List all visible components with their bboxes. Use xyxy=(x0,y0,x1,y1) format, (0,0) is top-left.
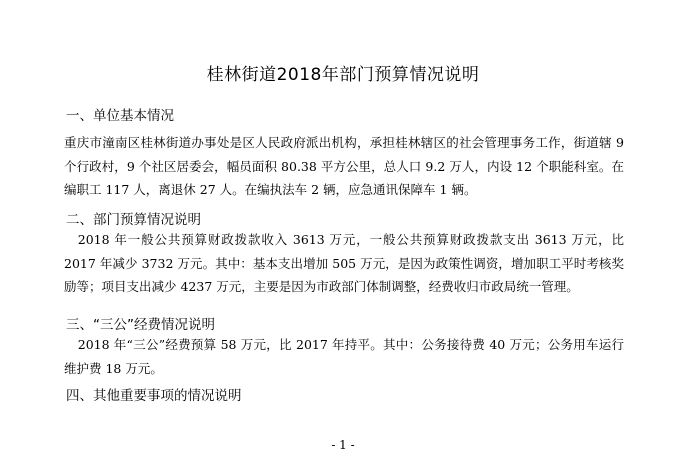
document-title: 桂林街道2018年部门预算情况说明 xyxy=(206,65,480,85)
page-number: - 1 - xyxy=(331,438,355,452)
section-body-basic-info: 重庆市潼南区桂林街道办事处是区人民政府派出机构，承担桂林辖区的社会管理事务工作，街道辖 9 个行政村，9 个社区居委会，幅员面积 80.38 平方公里，总人口 9.2 万人，内设 12 个职能科室。在编职工 117 人，离退休 27 人。在编执法车 2 辆，应急通讯保障车 1 辆。 xyxy=(64,135,624,197)
section-body-three-public: 2018 年“三公”经费预算 58 万元，比 2017 年持平。其中：公务接待费 40 万元；公务用车运行维护费 18 万元。 xyxy=(64,337,624,376)
section-heading-other-matters: 四、其他重要事项的情况说明 xyxy=(66,388,242,404)
section-heading-budget: 二、部门预算情况说明 xyxy=(66,212,201,228)
section-heading-three-public: 三、“三公”经费情况说明 xyxy=(66,317,215,333)
section-heading-basic-info: 一、单位基本情况 xyxy=(66,108,174,124)
section-body-budget: 2018 年一般公共预算财政拨款收入 3613 万元，一般公共预算财政拨款支出 3613 万元，比 2017 年减少 3732 万元。其中：基本支出增加 505 万元，是因为政策性调资，增加职工平时考核奖励等；项目支出减少 4237 万元，主要是因为市政部门体制调整，经费收归市政局统一管理。 xyxy=(64,232,624,294)
